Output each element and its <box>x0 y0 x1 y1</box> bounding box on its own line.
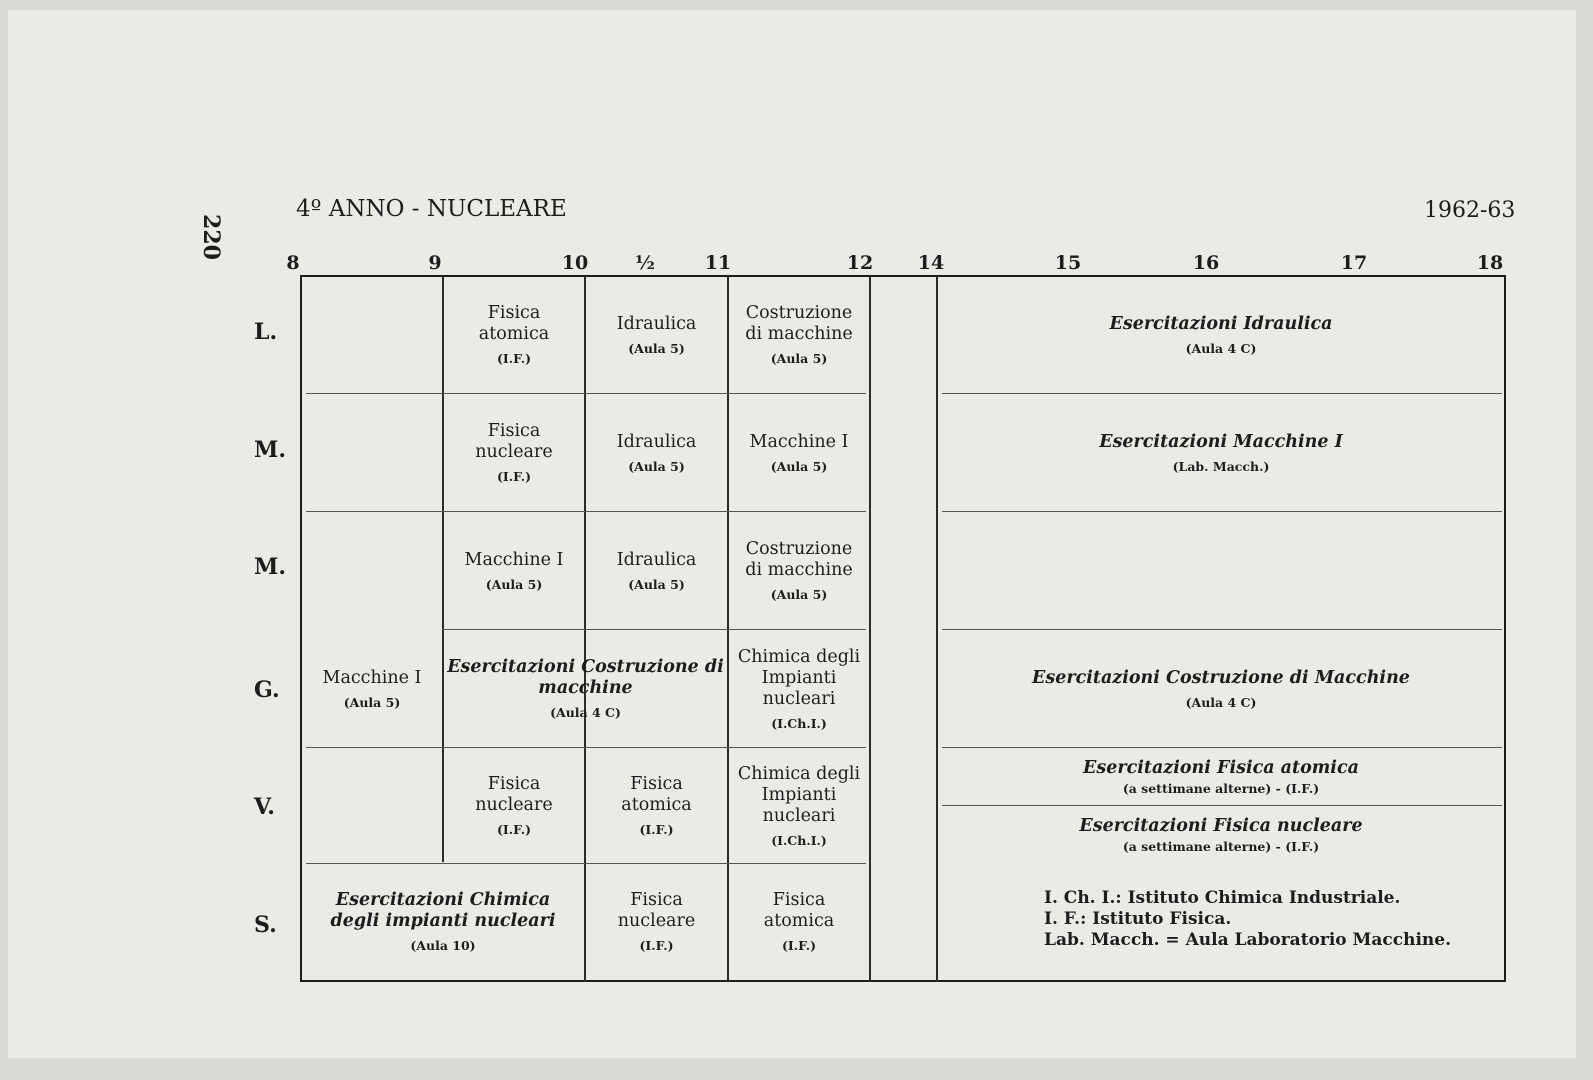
lesson-cell: Esercitazioni Costruzione di Macchine (Aula 4 C) <box>1032 667 1410 710</box>
hour-label: 9 <box>428 252 442 274</box>
hour-label: 12 <box>846 252 874 274</box>
lesson-cell: Fisica atomica (I.F.) <box>621 774 692 837</box>
lesson-cell: Costruzione di macchine (Aula 5) <box>745 303 853 366</box>
lesson-cell: Idraulica (Aula 5) <box>616 313 697 356</box>
lesson-cell: Macchine I (Aula 5) <box>464 549 564 592</box>
lesson-cell: Esercitazioni Fisica atomica (a settimane alterne) - (I.F.) <box>1083 757 1359 796</box>
lesson-cell: Macchine I (Aula 5) <box>322 667 422 710</box>
hour-label: 16 <box>1192 252 1220 274</box>
lesson-cell: Fisica atomica (I.F.) <box>763 890 835 953</box>
lesson-cell: Idraulica (Aula 5) <box>616 549 697 592</box>
hour-label: ½ <box>635 252 655 274</box>
hour-label: 18 <box>1476 252 1504 274</box>
lesson-cell: Fisica nucleare (I.F.) <box>475 774 553 837</box>
lesson-cell: Fisica atomica (I.F.) <box>478 303 550 366</box>
column-rule <box>869 277 871 982</box>
timetable <box>300 275 1506 982</box>
abbreviation-legend <box>1044 888 1451 951</box>
day-label: M. <box>254 554 287 580</box>
lesson-cell: Esercitazioni Chimica degli impianti nucleari (Aula 10) <box>330 890 556 953</box>
lesson-cell: Macchine I (Aula 5) <box>749 431 849 474</box>
hour-label: 15 <box>1054 252 1082 274</box>
hour-label: 10 <box>561 252 589 274</box>
lesson-cell: Chimica degli Impianti nucleari (I.Ch.I.) <box>737 646 861 731</box>
lesson-cell: Costruzione di macchine (Aula 5) <box>745 539 853 602</box>
legend-item: I. Ch. I.: Istituto Chimica Industriale. <box>1044 888 1401 908</box>
page <box>8 10 1576 1058</box>
lesson-cell: Chimica degli Impianti nucleari (I.Ch.I.) <box>737 763 861 848</box>
day-label: L. <box>254 319 278 345</box>
page-number: 220 <box>198 214 224 260</box>
day-label: G. <box>254 677 280 703</box>
lesson-cell: Esercitazioni Idraulica (Aula 4 C) <box>1109 313 1333 356</box>
lesson-cell: Esercitazioni Costruzione di macchine (Aula 4 C) <box>447 657 724 720</box>
lesson-cell: Esercitazioni Macchine I (Lab. Macch.) <box>1099 431 1343 474</box>
academic-year: 1962-63 <box>1424 198 1516 223</box>
hour-label: 8 <box>286 252 300 274</box>
hour-label: 11 <box>704 252 732 274</box>
lesson-cell: Esercitazioni Fisica nucleare (a settimane alterne) - (I.F.) <box>1079 815 1363 854</box>
day-label: V. <box>254 794 275 820</box>
lesson-cell: Fisica nucleare (I.F.) <box>617 890 696 953</box>
legend-item: I. F.: Istituto Fisica. <box>1044 909 1232 929</box>
page-title: 4º ANNO - NUCLEARE <box>296 196 567 222</box>
row-rule <box>942 511 1502 512</box>
legend-item: Lab. Macch. = Aula Laboratorio Macchine. <box>1044 930 1452 950</box>
lesson-cell: Idraulica (Aula 5) <box>616 431 697 474</box>
day-label: S. <box>254 912 277 938</box>
hour-label: 17 <box>1340 252 1368 274</box>
day-label: M. <box>254 437 287 463</box>
lesson-cell: Fisica nucleare (I.F.) <box>475 421 553 484</box>
hour-label: 14 <box>917 252 945 274</box>
